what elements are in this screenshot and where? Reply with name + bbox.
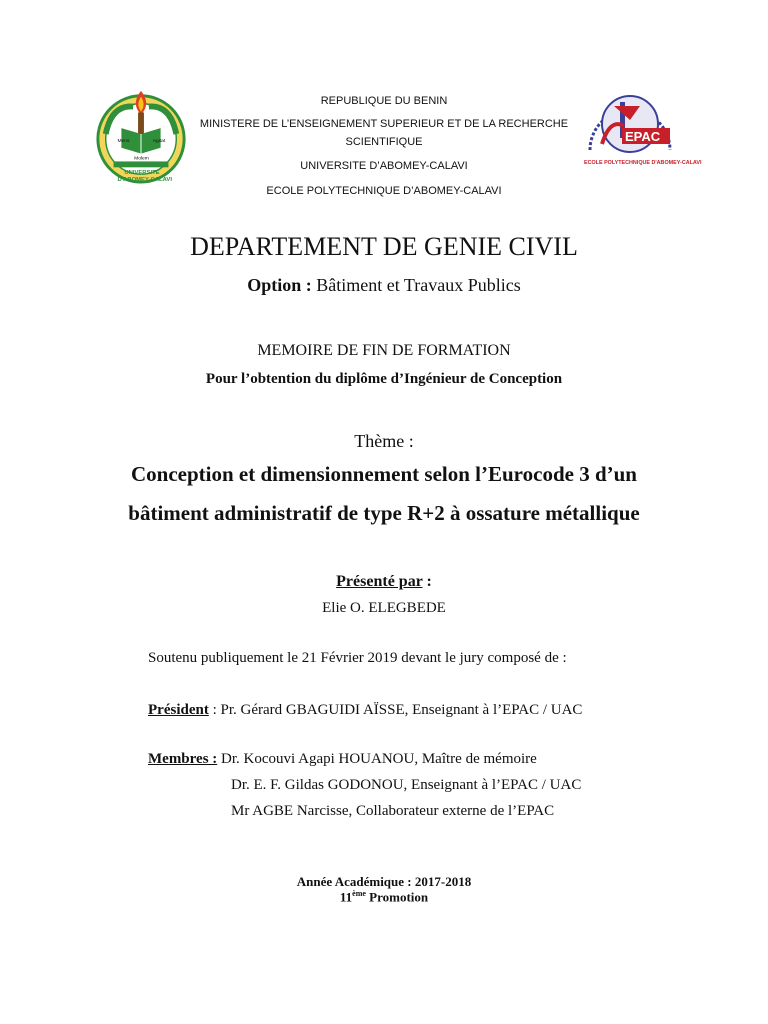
uac-logo-icon — [92, 84, 190, 184]
soutenance-line: Soutenu publiquement le 21 Février 2019 devant le jury composé de : — [148, 650, 567, 666]
option-value: Bâtiment et Travaux Publics — [311, 275, 521, 295]
presente-par — [0, 573, 768, 591]
option-label: Option : — [247, 275, 312, 295]
presente-colon: : — [422, 573, 432, 590]
epac-logo-caption: ECOLE POLYTECHNIQUE D'ABOMEY-CALAVI — [584, 160, 702, 166]
header-ministere-line1: MINISTERE DE L’ENSEIGNEMENT SUPERIEUR ET DE LA RECHERCHE — [199, 118, 569, 130]
promotion — [0, 889, 768, 905]
header-republique: REPUBLIQUE DU BENIN — [320, 95, 448, 107]
president-value: : Pr. Gérard GBAGUIDI AÏSSE, Enseignant à l’EPAC / UAC — [208, 702, 583, 718]
membre-3: Mr AGBE Narcisse, Collaborateur externe de l’EPAC — [231, 803, 555, 819]
author-name: Elie O. ELEGBEDE — [322, 600, 446, 616]
epac-logo-icon — [580, 84, 702, 170]
memoire-title: MEMOIRE DE FIN DE FORMATION — [257, 342, 511, 359]
membre-2: Dr. E. F. Gildas GODONOU, Enseignant à l’EPAC / UAC — [231, 777, 582, 793]
president-label: Président — [148, 702, 209, 718]
membre-1: Dr. Kocouvi Agapi HOUANOU, Maître de mémoire — [217, 751, 537, 767]
header-ministere-line2: SCIENTIFIQUE — [345, 136, 423, 148]
theme-line-2: bâtiment administratif de type R+2 à ossature métallique — [128, 501, 640, 525]
diplome-objectif: Pour l’obtention du diplôme d’Ingénieur de Conception — [205, 371, 563, 387]
promotion-number: 11 — [339, 889, 353, 905]
department-title: DEPARTEMENT DE GENIE CIVIL — [190, 232, 578, 261]
presente-label: Présenté par — [336, 573, 423, 590]
uac-logo-text-top: UNIVERSITE — [124, 170, 160, 177]
annee-academique: Année Académique : 2017-2018 — [296, 874, 472, 889]
option-line — [0, 275, 768, 296]
uac-logo-text-bottom: D'ABOMEY-CALAVI — [117, 177, 172, 184]
uac-logo-word-right: Agitat — [152, 138, 166, 144]
jury-membres — [148, 751, 537, 768]
promotion-label: Promotion — [365, 889, 429, 905]
jury-president — [148, 702, 582, 719]
header-universite: UNIVERSITE D’ABOMEY-CALAVI — [300, 160, 468, 172]
header-ecole: ECOLE POLYTECHNIQUE D’ABOMEY-CALAVI — [266, 185, 502, 197]
membres-label: Membres : — [148, 751, 218, 767]
theme-label: Thème : — [354, 431, 414, 451]
uac-logo-word-left: Mens — [117, 138, 130, 144]
epac-logo-brand: EPAC — [625, 129, 661, 144]
theme-line-1: Conception et dimensionnement selon l’Eurocode 3 d’un — [131, 462, 637, 486]
uac-logo-word-bottom: Molem — [134, 156, 149, 162]
promotion-sup: ème — [352, 889, 366, 898]
